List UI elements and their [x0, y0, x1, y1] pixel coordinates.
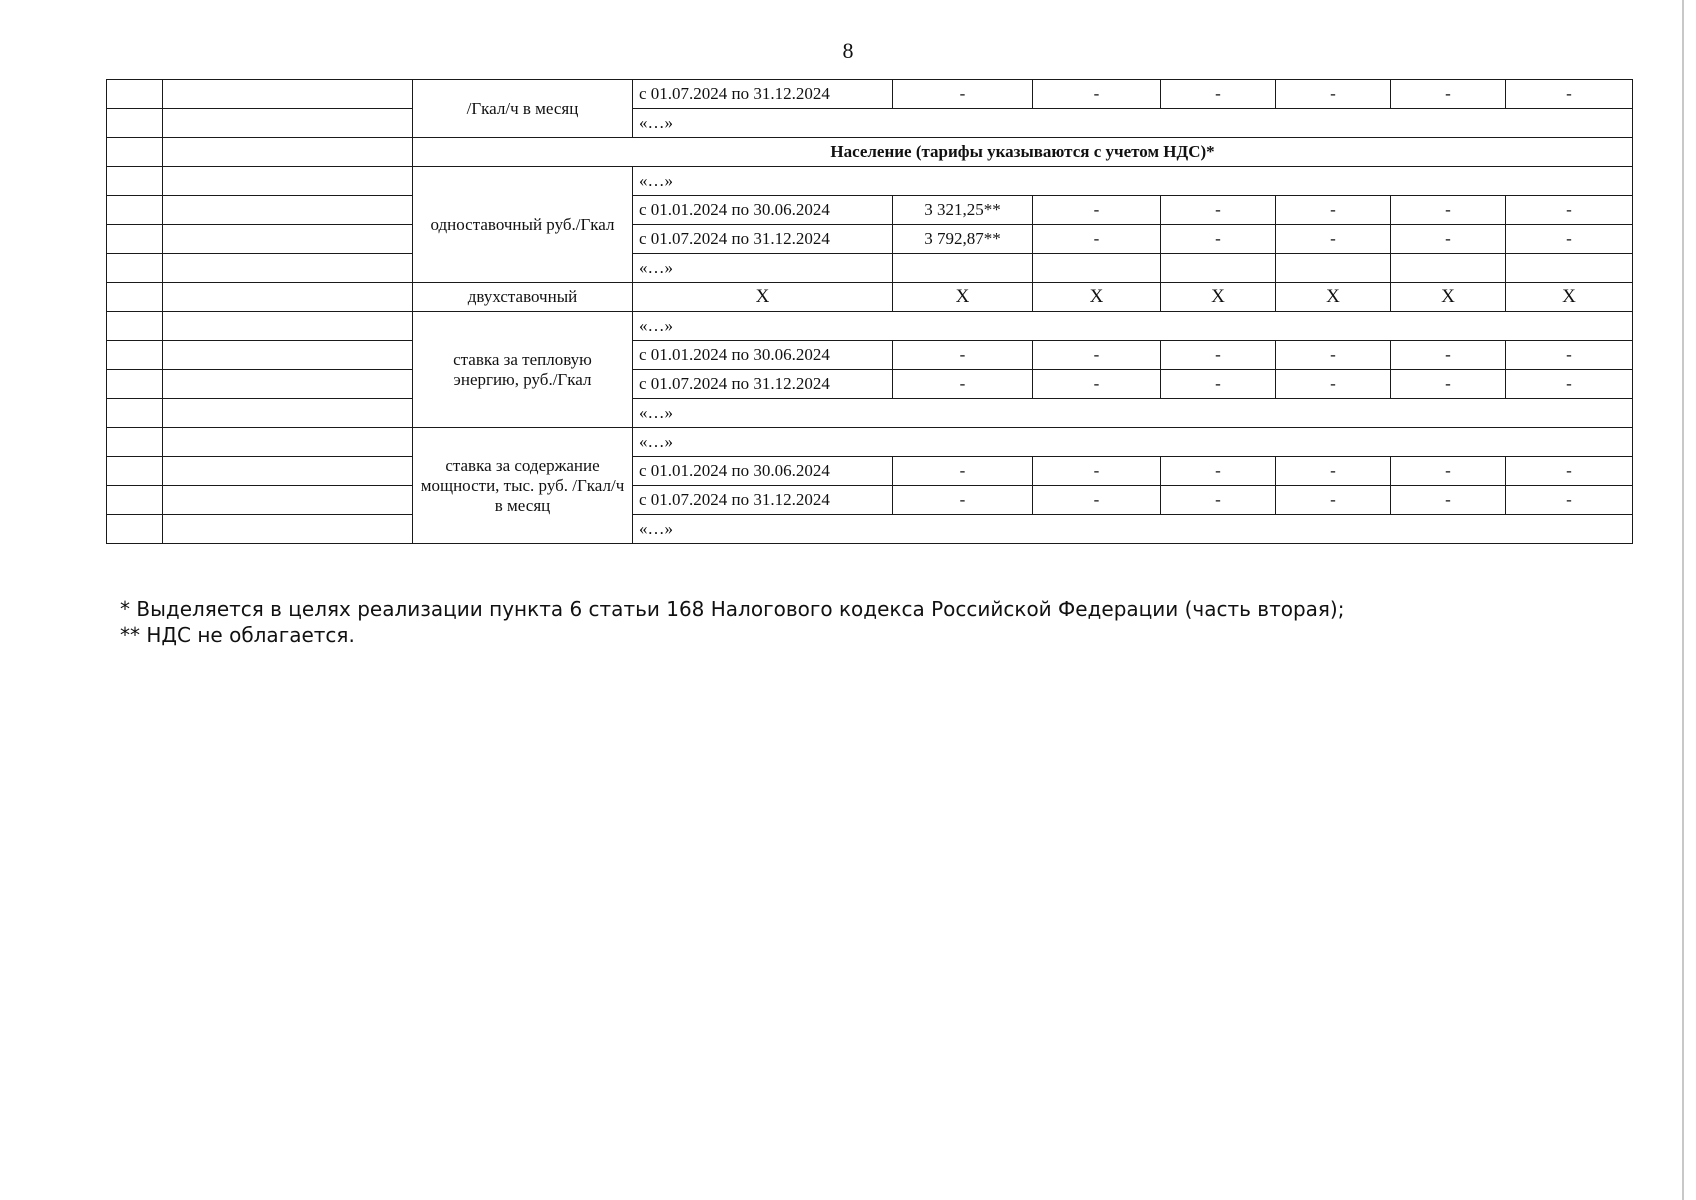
num-cell — [107, 167, 163, 196]
org-cell — [163, 109, 413, 138]
table-row — [107, 515, 1633, 544]
num-cell — [107, 225, 163, 254]
table-row — [107, 138, 1633, 167]
value-cell: - — [1506, 370, 1633, 399]
value-cell: - — [1276, 486, 1391, 515]
value-cell — [1391, 254, 1506, 283]
num-cell — [107, 457, 163, 486]
ellipsis-cell: «…» — [633, 312, 1633, 341]
value-cell: - — [1391, 370, 1506, 399]
period-cell: с 01.01.2024 по 30.06.2024 — [633, 196, 893, 225]
value-cell: 3 321,25** — [893, 196, 1033, 225]
value-cell: - — [1506, 80, 1633, 109]
category-cell: /Гкал/ч в месяц — [413, 80, 633, 138]
footnote-vat: * Выделяется в целях реализации пункта 6 статьи 168 Налогового кодекса Российской Федерации (часть вторая); — [120, 597, 1345, 621]
org-cell — [163, 283, 413, 312]
value-cell: - — [1033, 486, 1161, 515]
num-cell — [107, 138, 163, 167]
num-cell — [107, 254, 163, 283]
ellipsis-cell: «…» — [633, 109, 1633, 138]
value-cell — [1161, 254, 1276, 283]
category-cell: одноставочный руб./Гкал — [413, 167, 633, 283]
org-cell — [163, 370, 413, 399]
org-cell — [163, 196, 413, 225]
table-row — [107, 225, 1633, 254]
value-cell: - — [893, 370, 1033, 399]
num-cell — [107, 80, 163, 109]
scan-edge-line — [1682, 0, 1684, 1200]
table-row — [107, 283, 1633, 312]
org-cell — [163, 341, 413, 370]
value-cell: - — [893, 457, 1033, 486]
value-cell: - — [1506, 486, 1633, 515]
table-row — [107, 80, 1633, 109]
value-cell — [1506, 254, 1633, 283]
table-row — [107, 399, 1633, 428]
value-cell: - — [1391, 80, 1506, 109]
value-cell — [1033, 254, 1161, 283]
value-cell: - — [1161, 196, 1276, 225]
value-cell: - — [1161, 370, 1276, 399]
org-cell — [163, 399, 413, 428]
org-cell — [163, 457, 413, 486]
value-cell: - — [1276, 341, 1391, 370]
table-row — [107, 312, 1633, 341]
table-row — [107, 167, 1633, 196]
value-cell: - — [1033, 196, 1161, 225]
period-cell: с 01.01.2024 по 30.06.2024 — [633, 341, 893, 370]
cross-cell: X — [1161, 283, 1276, 312]
org-cell — [163, 312, 413, 341]
value-cell: - — [1391, 457, 1506, 486]
section-header: Население (тарифы указываются с учетом НДС)* — [413, 138, 1633, 167]
num-cell — [107, 341, 163, 370]
value-cell: - — [1506, 341, 1633, 370]
category-cell: ставка за содержание мощности, тыс. руб. /Гкал/ч в месяц — [413, 428, 633, 544]
value-cell: - — [1276, 457, 1391, 486]
cross-cell: X — [1276, 283, 1391, 312]
cross-cell: X — [1391, 283, 1506, 312]
ellipsis-cell: «…» — [633, 428, 1633, 457]
value-cell: - — [1276, 196, 1391, 225]
table-row — [107, 428, 1633, 457]
org-cell — [163, 428, 413, 457]
value-cell: - — [1276, 80, 1391, 109]
value-cell: - — [1161, 225, 1276, 254]
value-cell: - — [1276, 225, 1391, 254]
value-cell: - — [1506, 457, 1633, 486]
footnote-no-vat: ** НДС не облагается. — [120, 623, 355, 647]
num-cell — [107, 515, 163, 544]
num-cell — [107, 428, 163, 457]
category-cell: двухставочный — [413, 283, 633, 312]
org-cell — [163, 225, 413, 254]
page-number: 8 — [842, 38, 854, 63]
value-cell: - — [1506, 196, 1633, 225]
period-cell: с 01.07.2024 по 31.12.2024 — [633, 225, 893, 254]
value-cell: - — [1391, 341, 1506, 370]
num-cell — [107, 283, 163, 312]
value-cell: - — [1161, 80, 1276, 109]
value-cell: - — [1033, 341, 1161, 370]
value-cell: - — [1033, 370, 1161, 399]
org-cell — [163, 138, 413, 167]
value-cell: - — [893, 486, 1033, 515]
cross-cell: X — [633, 283, 893, 312]
period-cell: с 01.01.2024 по 30.06.2024 — [633, 457, 893, 486]
category-cell: ставка за тепловую энергию, руб./Гкал — [413, 312, 633, 428]
value-cell: - — [1161, 457, 1276, 486]
org-cell — [163, 254, 413, 283]
value-cell — [1276, 254, 1391, 283]
value-cell: - — [1161, 341, 1276, 370]
value-cell — [893, 254, 1033, 283]
table-row — [107, 457, 1633, 486]
table-row — [107, 370, 1633, 399]
num-cell — [107, 109, 163, 138]
tariff-table — [106, 79, 1633, 544]
cross-cell: X — [1506, 283, 1633, 312]
value-cell: - — [1033, 457, 1161, 486]
num-cell — [107, 196, 163, 225]
cross-cell: X — [893, 283, 1033, 312]
ellipsis-cell: «…» — [633, 515, 1633, 544]
table-row — [107, 109, 1633, 138]
period-cell: с 01.07.2024 по 31.12.2024 — [633, 486, 893, 515]
table-row — [107, 341, 1633, 370]
num-cell — [107, 399, 163, 428]
cross-cell: X — [1033, 283, 1161, 312]
org-cell — [163, 486, 413, 515]
value-cell: - — [1506, 225, 1633, 254]
org-cell — [163, 515, 413, 544]
value-cell: - — [1391, 486, 1506, 515]
value-cell: 3 792,87** — [893, 225, 1033, 254]
org-cell — [163, 167, 413, 196]
value-cell: - — [893, 341, 1033, 370]
ellipsis-cell: «…» — [633, 167, 1633, 196]
value-cell: - — [1391, 225, 1506, 254]
num-cell — [107, 486, 163, 515]
ellipsis-cell: «…» — [633, 254, 893, 283]
value-cell: - — [1033, 225, 1161, 254]
footnotes — [120, 596, 1520, 648]
ellipsis-cell: «…» — [633, 399, 1633, 428]
value-cell: - — [1161, 486, 1276, 515]
table-row — [107, 486, 1633, 515]
value-cell: - — [1391, 196, 1506, 225]
num-cell — [107, 370, 163, 399]
value-cell: - — [893, 80, 1033, 109]
org-cell — [163, 80, 413, 109]
table-row — [107, 196, 1633, 225]
period-cell: с 01.07.2024 по 31.12.2024 — [633, 80, 893, 109]
period-cell: с 01.07.2024 по 31.12.2024 — [633, 370, 893, 399]
table-row — [107, 254, 1633, 283]
value-cell: - — [1033, 80, 1161, 109]
value-cell: - — [1276, 370, 1391, 399]
num-cell — [107, 312, 163, 341]
